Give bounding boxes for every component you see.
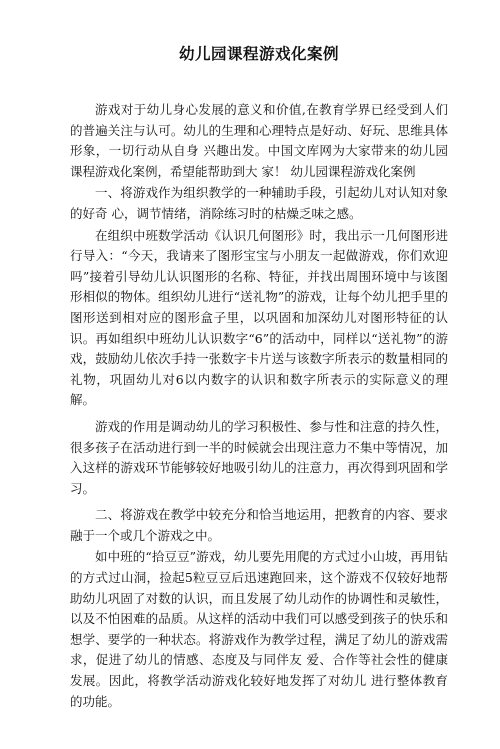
document-page (0, 42, 500, 749)
paragraph-intro: 游戏对于幼儿身心发展的意义和价值,在教育学界已经受到人们的普遍关注与认可。幼儿的生理和心理特点是好动、好玩、思维具体形象，一切行动从自身 兴趣出发。中国文库网为大家带来的幼儿园课程游戏化案例，希望能帮助到大 家！ 幼儿园课程游戏化案例 (70, 102, 448, 179)
paragraph-section-one-heading: 一、将游戏作为组织教学的一种辅助手段，引起幼儿对认知对象的好奇 心，调节情绪，消除练习时的枯燥乏味之感。 (70, 185, 448, 221)
paragraph-section-two-heading: 二、将游戏在教学中较充分和恰当地运用，把教育的内容、要求融于一个或几个游戏之中。 (70, 507, 448, 543)
paragraph-geometry-activity: 在组织中班数学活动《认识几何图形》时，我出示一几何图形进行导入：“今天，我请来了图形宝宝与小朋友一起做游戏，你们欢迎吗”接着引导幼儿认识图形的名称、特征，并找出周围环境中与该图形相似的物体。组织幼儿进行“送礼物”的游戏，让每个幼儿把手里的图形送到相对应的图形盒子里，以巩固和加深幼儿对图形特征的认识。再如组织中班幼儿认识数字“6”的活动中，同样以“送礼物”的游戏，鼓励幼儿依次手持一张数字卡片送与该数字所表示的数量相同的礼物，巩固幼儿对6以内数字的认识和数字所表示的实际意义的理解。 (70, 227, 448, 408)
paragraph-game-function: 游戏的作用是调动幼儿的学习积极性、参与性和注意的持久性，很多孩子在活动进行到一半的时候就会出现注意力不集中等情况，加入这样的游戏环节能够较好地吸引幼儿的注意力，再次得到巩固和学习。 (70, 418, 448, 496)
document-title: 幼儿园课程游戏化案例 (178, 44, 339, 63)
document-body (70, 100, 448, 712)
paragraph-bean-game: 如中班的“拾豆豆”游戏，幼儿要先用爬的方式过小山坡，再用钻的方式过山洞，捡起5粒豆豆后迅速跑回来，这个游戏不仅较好地帮助幼儿巩固了对数的认识，而且发展了幼儿动作的协调性和灵敏性，以及不怕困难的品质。从这样的活动中我们可以感受到孩子的快乐和想学、要学的一种状态。将游戏作为教学过程，满足了幼儿的游戏需求，促进了幼儿的情感、态度及与同伴友 爱、合作等社会性的健康发展。因此，将教学活动游戏化较好地发挥了对幼儿 进行整体教育的功能。 (70, 549, 448, 709)
